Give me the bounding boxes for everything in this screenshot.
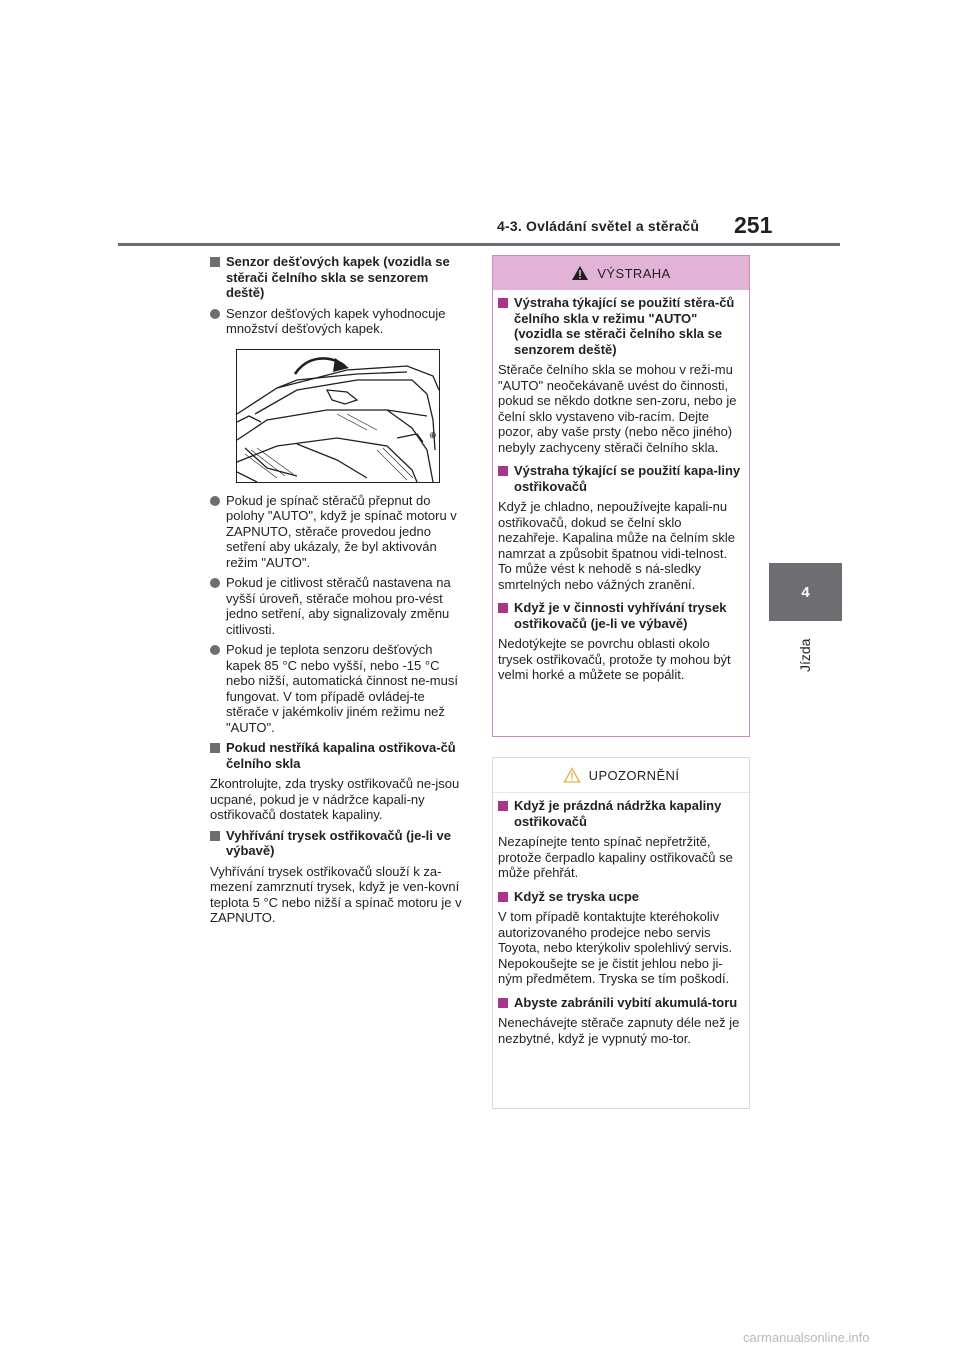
caution-header bbox=[493, 758, 749, 793]
heading-text: Výstraha týkající se použití kapa-liny ostřikovačů bbox=[514, 463, 741, 494]
caution-triangle-icon bbox=[563, 767, 581, 783]
paragraph: Zkontrolujte, zda trysky ostřikovačů ne-jsou ucpané, pokud je v nádržce kapali-ny ostřikovačů dostatek kapaliny. bbox=[210, 776, 460, 822]
paragraph: Nepokoušejte se je čistit jehlou nebo ji-ným předmětem. Tryska se tím poškodí. bbox=[498, 955, 730, 986]
heading-text: Senzor dešťových kapek (vozidla se stěrači čelního skla se senzorem deště) bbox=[226, 254, 450, 300]
car-windshield-icon bbox=[237, 350, 439, 482]
warning-body bbox=[493, 290, 749, 683]
section-heading bbox=[498, 798, 743, 829]
section-heading bbox=[498, 995, 743, 1011]
bullet-text: Pokud je spínač stěračů přepnut do polohy "AUTO", když je spínač motoru v ZAPNUTO, stěrače provedou jedno setření aby ukázaly, že byl aktivován režim "AUTO". bbox=[226, 492, 457, 570]
paragraph: Stěrače čelního skla se mohou v reži-mu "AUTO" neočekávaně uvést do činnosti, pokud se někdo dotkne sen-zoru, nebo je čelní sklo vystaveno vib-racím. Dejte pozor, aby vaše prsty (nebo něco jiného) nebyly zachyceny stěrači čelního skla. bbox=[498, 362, 737, 455]
bullet-item bbox=[210, 575, 468, 637]
warning-header bbox=[493, 256, 749, 290]
bullet-item bbox=[210, 493, 468, 571]
bullet-text: Senzor dešťových kapek vyhodnocuje množství dešťových kapek. bbox=[226, 305, 446, 336]
caution-body bbox=[493, 793, 749, 1046]
bullet-item bbox=[210, 306, 468, 337]
round-bullet-icon bbox=[210, 496, 220, 506]
round-bullet-icon bbox=[210, 309, 220, 319]
chapter-tab bbox=[769, 563, 842, 621]
square-bullet-icon bbox=[210, 831, 220, 841]
section-heading bbox=[210, 740, 468, 771]
svg-text:⊕: ⊕ bbox=[429, 429, 437, 440]
paragraph: Nedotýkejte se povrchu oblasti okolo trysek ostřikovačů, protože ty mohou být velmi horké a můžete se popálit. bbox=[498, 636, 731, 682]
windshield-sensor-illustration bbox=[236, 349, 440, 483]
paragraph: Nezapínejte tento spínač nepřetržitě, protože čerpadlo kapaliny ostřikovačů se může přehřát. bbox=[498, 834, 733, 880]
paragraph: V tom případě kontaktujte kteréhokoliv autorizovaného prodejce nebo servis Toyota, nebo kterýkoliv spolehlivý servis. bbox=[498, 909, 733, 955]
square-bullet-icon bbox=[498, 801, 508, 811]
section-heading bbox=[210, 254, 468, 301]
round-bullet-icon bbox=[210, 645, 220, 655]
square-bullet-icon bbox=[498, 998, 508, 1008]
chapter-number: 4 bbox=[801, 583, 810, 601]
caution-box bbox=[492, 757, 750, 1109]
warning-triangle-icon bbox=[571, 265, 589, 281]
paragraph: Když je chladno, nepoužívejte kapali-nu ostřikovačů, dokud se čelní sklo nezahřeje. Kapalina může na čelním skle namrzat a způsobit špatnou vidi-telnost. To může vést k nehodě s ná-sledky smrtelných nebo vážných zranění. bbox=[498, 499, 736, 592]
warning-title: VÝSTRAHA bbox=[597, 265, 671, 281]
watermark: carmanualsonline.info bbox=[743, 1330, 870, 1345]
page-number: 251 bbox=[734, 212, 773, 238]
heading-text: Vyhřívání trysek ostřikovačů (je-li ve výbavě) bbox=[226, 827, 451, 858]
section-heading bbox=[498, 295, 743, 357]
section-heading bbox=[210, 828, 468, 859]
chapter-label: Jízda bbox=[797, 638, 813, 672]
square-bullet-icon bbox=[210, 257, 220, 267]
section-heading bbox=[498, 463, 743, 494]
heading-text: Když se tryska ucpe bbox=[514, 888, 640, 904]
square-bullet-icon bbox=[498, 466, 508, 476]
round-bullet-icon bbox=[210, 578, 220, 588]
bullet-text: Pokud je citlivost stěračů nastavena na vyšší úroveň, stěrače mohou pro-vést jedno setření, aby signalizovaly změnu citlivosti. bbox=[226, 575, 451, 637]
square-bullet-icon bbox=[498, 298, 508, 308]
section-heading bbox=[498, 600, 743, 631]
square-bullet-icon bbox=[498, 892, 508, 902]
bullet-text: Pokud je teplota senzoru dešťových kapek 85 °C nebo vyšší, nebo -15 °C nebo nižší, automatická činnost ne-musí fungovat. V tom případě ovládej-te stěrače v jakémkoliv jiném režimu než "AUTO". bbox=[226, 642, 458, 735]
section-title: 4-3. Ovládání světel a stěračů bbox=[497, 218, 700, 234]
left-column bbox=[210, 254, 468, 931]
caution-title: UPOZORNĚNÍ bbox=[588, 767, 680, 783]
warning-box bbox=[492, 255, 750, 737]
heading-text: Výstraha týkající se použití stěra-čů čelního skla v režimu "AUTO" (vozidla se stěrači čelního skla se senzorem deště) bbox=[514, 295, 735, 357]
bullet-item bbox=[210, 642, 468, 735]
paragraph: Vyhřívání trysek ostřikovačů slouží k za-mezení zamrznutí trysek, když je ven-kovní teplota 5 °C nebo nižší a spínač motoru je v ZAPNUTO. bbox=[210, 863, 462, 925]
paragraph: Nenechávejte stěrače zapnuty déle než je nezbytné, když je vypnutý mo-tor. bbox=[498, 1015, 740, 1046]
heading-text: Pokud nestříká kapalina ostřikova-čů čelního skla bbox=[226, 740, 456, 771]
header-rule bbox=[118, 243, 840, 246]
heading-text: Když je v činnosti vyhřívání trysek ostřikovačů (je-li ve výbavě) bbox=[514, 600, 727, 631]
square-bullet-icon bbox=[210, 743, 220, 753]
section-heading bbox=[498, 889, 743, 905]
square-bullet-icon bbox=[498, 603, 508, 613]
heading-text: Abyste zabránili vybití akumulá-toru bbox=[514, 994, 738, 1010]
heading-text: Když je prázdná nádržka kapaliny ostřikovačů bbox=[514, 798, 722, 829]
